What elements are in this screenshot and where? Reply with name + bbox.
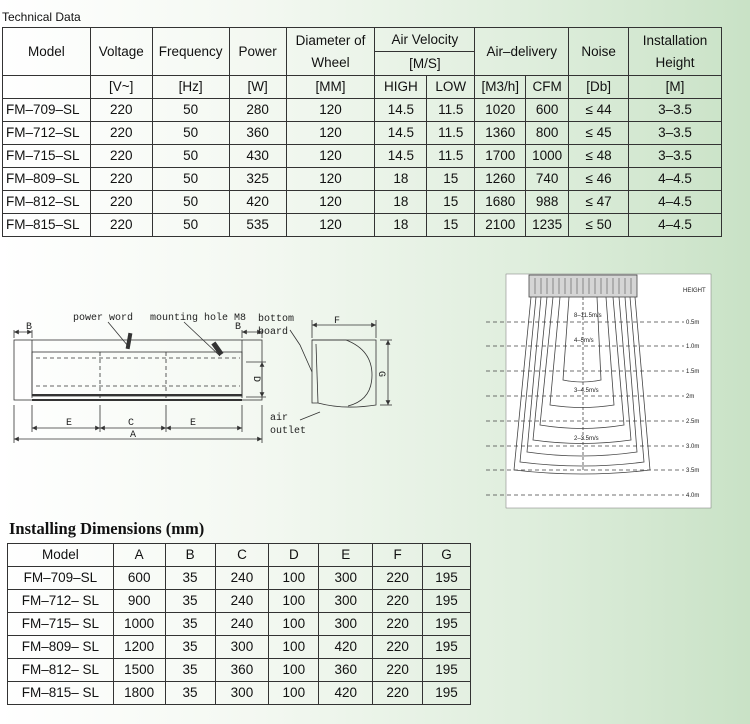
tech-cell-air-velocity-high: 18 [375,168,427,191]
inst-cell-c: 360 [215,659,269,682]
height-chart-title: HEIGHT [683,288,706,294]
inst-cell-f: 220 [373,682,423,705]
inst-cell-d: 100 [269,636,319,659]
air-outlet-label-line1: air [270,413,289,424]
tech-cell-air-velocity-low: 11.5 [427,122,475,145]
tech-cell-noise: ≤ 44 [569,99,629,122]
tech-cell-installation-height: 3–3.5 [629,122,722,145]
technical-data-table [2,27,722,237]
tech-cell-power: 325 [229,168,286,191]
inst-cell-g: 195 [423,567,471,590]
inst-row [8,659,471,682]
inst-cell-g: 195 [423,682,471,705]
tech-cell-noise: ≤ 50 [569,214,629,237]
unit-power: [W] [229,76,286,99]
inst-cell-b: 35 [165,613,215,636]
tech-cell-voltage: 220 [90,99,152,122]
inst-cell-a: 900 [113,590,165,613]
tech-cell-air-delivery-cfm: 600 [526,99,569,122]
tech-cell-voltage: 220 [90,122,152,145]
tech-cell-air-velocity-high: 14.5 [375,122,427,145]
unit-m3h: [M3/h] [475,76,526,99]
header-model: Model [3,28,91,76]
inst-cell-model: FM–709–SL [8,567,114,590]
inst-header-model: Model [8,544,114,567]
header-air-delivery: Air–delivery [475,28,569,76]
inst-row [8,636,471,659]
tech-cell-frequency: 50 [152,99,229,122]
unit-noise: [Db] [569,76,629,99]
inst-cell-e: 300 [319,590,373,613]
tech-row [3,99,722,122]
inst-cell-b: 35 [165,659,215,682]
tech-cell-noise: ≤ 45 [569,122,629,145]
inst-cell-a: 1000 [113,613,165,636]
mounting-hole-label: mounting hole M8 [150,313,247,324]
technical-data-title: Technical Data [2,10,81,24]
tech-cell-installation-height: 4–4.5 [629,168,722,191]
installing-dimensions-body [8,567,471,705]
tech-cell-air-delivery-m3h: 2100 [475,214,526,237]
dim-b-left: B [26,322,33,333]
inst-cell-c: 240 [215,590,269,613]
inst-header-g: G [423,544,471,567]
velocity-label-1: 8–11.5m/s [574,313,602,319]
header-cfm: CFM [526,76,569,99]
header-power: Power [229,28,286,76]
inst-cell-d: 100 [269,590,319,613]
tech-cell-power: 280 [229,99,286,122]
tech-cell-voltage: 220 [90,168,152,191]
tech-cell-voltage: 220 [90,191,152,214]
inst-cell-g: 195 [423,659,471,682]
dim-a: A [130,430,137,441]
tech-cell-air-velocity-high: 18 [375,214,427,237]
tech-cell-air-velocity-high: 14.5 [375,99,427,122]
inst-cell-d: 100 [269,613,319,636]
tech-cell-noise: ≤ 48 [569,145,629,168]
inst-header-c: C [215,544,269,567]
tech-cell-air-delivery-m3h: 1020 [475,99,526,122]
inst-cell-b: 35 [165,567,215,590]
inst-cell-c: 240 [215,567,269,590]
header-voltage: Voltage [90,28,152,76]
inst-cell-g: 195 [423,613,471,636]
inst-cell-d: 100 [269,659,319,682]
inst-cell-e: 420 [319,682,373,705]
header-diameter [286,28,375,76]
inst-cell-model: FM–809– SL [8,636,114,659]
tech-cell-installation-height: 4–4.5 [629,191,722,214]
tech-cell-model: FM–709–SL [3,99,91,122]
inst-row [8,682,471,705]
header-installation-line1: Installation [642,32,708,48]
inst-cell-model: FM–815– SL [8,682,114,705]
installing-dimensions-table [7,543,471,705]
inst-cell-f: 220 [373,567,423,590]
tech-cell-voltage: 220 [90,214,152,237]
height-level-label: 3.5m [686,468,700,474]
inst-cell-e: 300 [319,613,373,636]
tech-cell-air-delivery-cfm: 988 [526,191,569,214]
inst-cell-model: FM–715– SL [8,613,114,636]
unit-diameter: [MM] [286,76,375,99]
inst-cell-c: 240 [215,613,269,636]
tech-cell-power: 360 [229,122,286,145]
tech-cell-air-velocity-low: 11.5 [427,145,475,168]
header-diameter-line2: Wheel [311,54,350,70]
tech-cell-air-velocity-high: 14.5 [375,145,427,168]
inst-cell-a: 1500 [113,659,165,682]
tech-cell-air-velocity-low: 15 [427,168,475,191]
inst-row [8,590,471,613]
header-installation [629,28,722,76]
tech-cell-diameter: 120 [286,168,375,191]
inst-cell-b: 35 [165,682,215,705]
tech-cell-air-delivery-cfm: 1000 [526,145,569,168]
inst-header-d: D [269,544,319,567]
dim-b-right: B [235,322,242,333]
bottom-board-label-line2: board [258,327,289,338]
tech-cell-voltage: 220 [90,145,152,168]
velocity-label-4: 2–3.5m/s [574,436,599,442]
tech-cell-air-velocity-low: 15 [427,214,475,237]
installing-dimensions-title: Installing Dimensions (mm) [9,519,205,538]
inst-cell-model: FM–812– SL [8,659,114,682]
tech-row [3,122,722,145]
inst-cell-b: 35 [165,590,215,613]
inst-cell-d: 100 [269,682,319,705]
unit-height: [M] [629,76,722,99]
technical-data-body [3,99,722,237]
inst-row [8,567,471,590]
tech-cell-model: FM–815–SL [3,214,91,237]
tech-cell-installation-height: 3–3.5 [629,145,722,168]
inst-cell-d: 100 [269,567,319,590]
tech-cell-diameter: 120 [286,122,375,145]
power-word-label: power word [73,313,134,324]
tech-cell-frequency: 50 [152,191,229,214]
inst-cell-g: 195 [423,636,471,659]
tech-cell-air-velocity-low: 11.5 [427,99,475,122]
bottom-board-label-line1: bottom [258,314,295,325]
height-level-label: 2m [686,394,695,400]
tech-row [3,145,722,168]
tech-cell-air-delivery-m3h: 1700 [475,145,526,168]
height-level-label: 0.5m [686,320,700,326]
inst-cell-f: 220 [373,590,423,613]
dim-e-left: E [66,418,73,429]
inst-cell-a: 600 [113,567,165,590]
dim-f: F [334,316,341,327]
header-air-velocity: Air Velocity [375,28,475,52]
tech-row [3,214,722,237]
inst-cell-f: 220 [373,613,423,636]
tech-row [3,191,722,214]
dim-e-right: E [190,418,197,429]
tech-cell-air-velocity-high: 18 [375,191,427,214]
tech-cell-air-delivery-m3h: 1260 [475,168,526,191]
installation-drawings [0,262,750,512]
tech-cell-noise: ≤ 46 [569,168,629,191]
tech-cell-model: FM–715–SL [3,145,91,168]
inst-header-b: B [165,544,215,567]
height-level-label: 1.5m [686,369,700,375]
header-high: HIGH [375,76,427,99]
front-view-drawing [14,322,266,443]
dim-d: D [250,376,261,383]
inst-cell-c: 300 [215,636,269,659]
velocity-label-2: 4–5m/s [574,338,594,344]
inst-cell-model: FM–712– SL [8,590,114,613]
height-velocity-diagram [486,274,711,508]
tech-cell-frequency: 50 [152,122,229,145]
tech-cell-installation-height: 3–3.5 [629,99,722,122]
inst-header-a: A [113,544,165,567]
tech-cell-air-delivery-m3h: 1360 [475,122,526,145]
tech-cell-air-delivery-m3h: 1680 [475,191,526,214]
unit-model-blank [3,76,91,99]
tech-cell-frequency: 50 [152,145,229,168]
inst-cell-e: 360 [319,659,373,682]
tech-cell-air-velocity-low: 15 [427,191,475,214]
tech-cell-frequency: 50 [152,214,229,237]
inst-cell-c: 300 [215,682,269,705]
unit-voltage: [V~] [90,76,152,99]
air-outlet-label-line2: outlet [270,426,307,437]
tech-cell-air-delivery-cfm: 1235 [526,214,569,237]
header-low: LOW [427,76,475,99]
tech-cell-frequency: 50 [152,168,229,191]
unit-velocity: [M/S] [375,52,475,76]
inst-header-e: E [319,544,373,567]
tech-cell-diameter: 120 [286,191,375,214]
height-level-label: 2.5m [686,419,700,425]
tech-cell-diameter: 120 [286,214,375,237]
tech-cell-model: FM–812–SL [3,191,91,214]
inst-cell-b: 35 [165,636,215,659]
side-view-drawing [290,320,392,420]
inst-header-f: F [373,544,423,567]
tech-cell-diameter: 120 [286,99,375,122]
tech-cell-diameter: 120 [286,145,375,168]
header-frequency: Frequency [152,28,229,76]
tech-cell-air-delivery-cfm: 800 [526,122,569,145]
tech-cell-installation-height: 4–4.5 [629,214,722,237]
tech-cell-power: 535 [229,214,286,237]
inst-cell-a: 1800 [113,682,165,705]
unit-frequency: [Hz] [152,76,229,99]
tech-cell-power: 430 [229,145,286,168]
installing-dimensions-header [8,544,471,567]
height-level-label: 1.0m [686,344,700,350]
dim-g: G [375,371,386,378]
inst-cell-g: 195 [423,590,471,613]
velocity-label-3: 3–4.5m/s [574,388,599,394]
tech-cell-air-delivery-cfm: 740 [526,168,569,191]
height-level-label: 4.0m [686,493,700,499]
dim-c: C [128,418,135,429]
header-installation-line2: Height [655,54,695,70]
tech-cell-noise: ≤ 47 [569,191,629,214]
header-diameter-line1: Diameter of [295,32,366,48]
tech-row [3,168,722,191]
tech-cell-power: 420 [229,191,286,214]
inst-row [8,613,471,636]
inst-cell-f: 220 [373,636,423,659]
inst-cell-e: 300 [319,567,373,590]
height-level-label: 3.0m [686,444,700,450]
header-noise: Noise [569,28,629,76]
inst-cell-f: 220 [373,659,423,682]
tech-cell-model: FM–712–SL [3,122,91,145]
inst-cell-e: 420 [319,636,373,659]
tech-cell-model: FM–809–SL [3,168,91,191]
inst-cell-a: 1200 [113,636,165,659]
